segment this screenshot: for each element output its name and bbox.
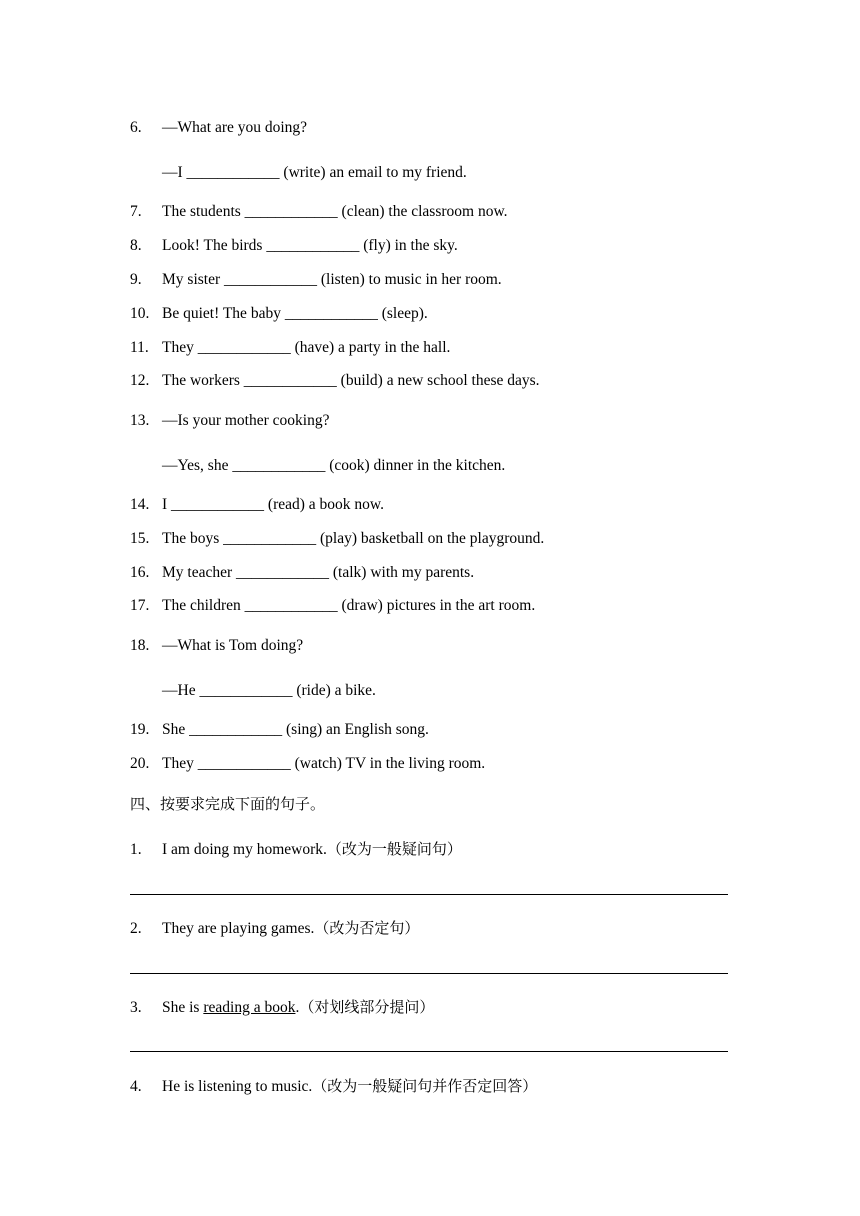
dialogue-dash: — bbox=[162, 164, 178, 181]
question-number: 2. bbox=[130, 920, 142, 937]
dialogue-dash: — bbox=[162, 457, 178, 474]
transform-question-4 bbox=[130, 1076, 537, 1097]
instruction-text: （改为一般疑问句并作否定回答） bbox=[312, 1077, 538, 1095]
question-text: Be quiet! The baby ____________ (sleep). bbox=[162, 305, 428, 322]
question-number: 1. bbox=[130, 841, 142, 858]
question-text: I ____________ (read) a book now. bbox=[162, 496, 384, 513]
question-number: 12. bbox=[130, 372, 150, 389]
question-15 bbox=[130, 529, 544, 549]
question-number: 19. bbox=[130, 721, 150, 738]
question-text: What are you doing? bbox=[177, 119, 308, 136]
question-text: My teacher ____________ (talk) with my parents. bbox=[162, 564, 475, 581]
question-8 bbox=[130, 236, 458, 256]
question-text: The workers ____________ (build) a new school these days. bbox=[162, 372, 540, 389]
answer-text: I ____________ (write) an email to my friend. bbox=[177, 164, 467, 181]
question-20 bbox=[130, 754, 485, 774]
question-text: Look! The birds ____________ (fly) in the sky. bbox=[162, 237, 458, 254]
question-17 bbox=[130, 596, 535, 616]
question-text: My sister ____________ (listen) to music in her room. bbox=[162, 271, 502, 288]
question-13-answer bbox=[162, 456, 505, 476]
question-text: They are playing games. bbox=[162, 920, 315, 937]
question-text: The children ____________ (draw) pictures in the art room. bbox=[162, 597, 536, 614]
question-number: 4. bbox=[130, 1078, 142, 1095]
question-number: 8. bbox=[130, 237, 142, 254]
question-16 bbox=[130, 563, 474, 583]
question-number: 18. bbox=[130, 637, 150, 654]
dialogue-dash: — bbox=[162, 412, 178, 429]
question-text: The boys ____________ (play) basketball on the playground. bbox=[162, 530, 545, 547]
question-number: 6. bbox=[130, 119, 142, 136]
answer-line-1[interactable] bbox=[130, 894, 728, 895]
answer-text: Yes, she ____________ (cook) dinner in the kitchen. bbox=[177, 457, 506, 474]
answer-line-2[interactable] bbox=[130, 973, 728, 974]
question-7 bbox=[130, 202, 508, 222]
answer-line-3[interactable] bbox=[130, 1051, 728, 1052]
question-number: 15. bbox=[130, 530, 150, 547]
transform-question-1 bbox=[130, 839, 462, 860]
question-number: 13. bbox=[130, 412, 150, 429]
question-10 bbox=[130, 304, 428, 324]
dialogue-dash: — bbox=[162, 682, 178, 699]
instruction-text: （对划线部分提问） bbox=[299, 998, 435, 1016]
transform-question-3 bbox=[130, 997, 434, 1018]
instruction-text: （改为否定句） bbox=[314, 919, 420, 937]
question-number: 14. bbox=[130, 496, 150, 513]
question-text: I am doing my homework. bbox=[162, 841, 327, 858]
dialogue-dash: — bbox=[162, 119, 178, 136]
question-9 bbox=[130, 270, 502, 290]
question-text: They ____________ (watch) TV in the living room. bbox=[162, 755, 486, 772]
question-18-answer bbox=[162, 681, 376, 701]
question-19 bbox=[130, 720, 429, 740]
question-14 bbox=[130, 495, 384, 515]
question-11 bbox=[130, 338, 450, 358]
question-text: She ____________ (sing) an English song. bbox=[162, 721, 429, 738]
question-13 bbox=[130, 411, 329, 431]
question-number: 9. bbox=[130, 271, 142, 288]
question-12 bbox=[130, 371, 540, 391]
question-text: The students ____________ (clean) the classroom now. bbox=[162, 203, 508, 220]
question-number: 16. bbox=[130, 564, 150, 581]
section-4-heading: 四、按要求完成下面的句子。 bbox=[130, 795, 326, 813]
answer-text: He ____________ (ride) a bike. bbox=[177, 682, 376, 699]
question-text: Is your mother cooking? bbox=[177, 412, 330, 429]
question-18 bbox=[130, 636, 303, 656]
question-number: 20. bbox=[130, 755, 150, 772]
instruction-text: （改为一般疑问句） bbox=[326, 840, 462, 858]
dialogue-dash: — bbox=[162, 637, 178, 654]
question-number: 10. bbox=[130, 305, 150, 322]
question-text: He is listening to music. bbox=[162, 1078, 313, 1095]
question-number: 7. bbox=[130, 203, 142, 220]
question-text-prefix: She is bbox=[162, 999, 204, 1016]
question-number: 17. bbox=[130, 597, 150, 614]
question-text: They ____________ (have) a party in the hall. bbox=[162, 339, 451, 356]
question-6 bbox=[130, 118, 307, 138]
question-number: 11. bbox=[130, 339, 149, 356]
question-6-answer bbox=[162, 163, 467, 183]
underlined-phrase: reading a book bbox=[203, 999, 296, 1016]
question-number: 3. bbox=[130, 999, 142, 1016]
question-text: What is Tom doing? bbox=[177, 637, 304, 654]
transform-question-2 bbox=[130, 918, 419, 939]
question-text-suffix: . bbox=[295, 999, 300, 1016]
